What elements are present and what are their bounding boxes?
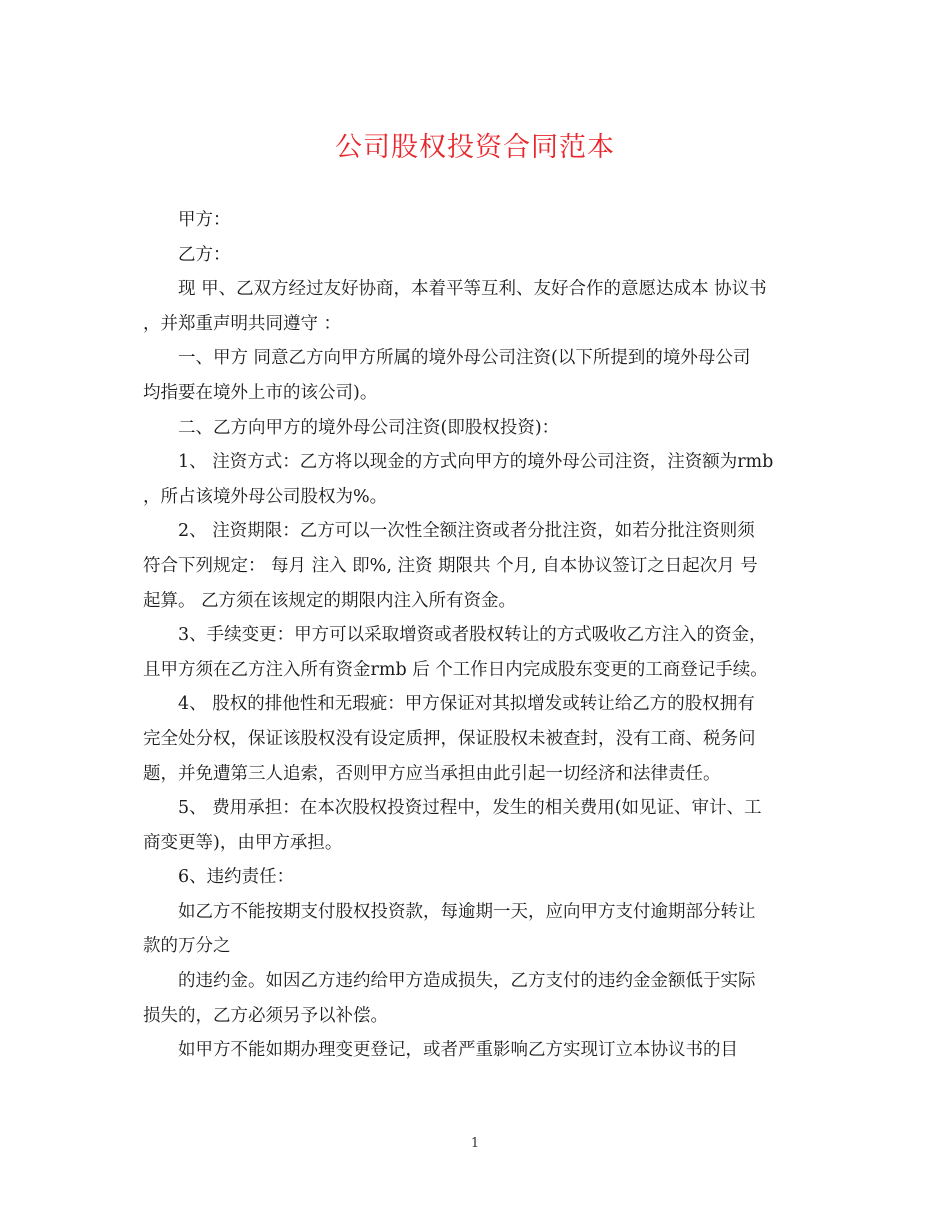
preamble-paragraph xyxy=(143,272,803,341)
text-line: 起算。 乙方须在该规定的期限内注入所有资金。 xyxy=(143,590,517,611)
text-line: 1、 注资方式：乙方将以现金的方式向甲方的境外母公司注资，注资额为rmb xyxy=(178,452,774,473)
text-line: ，并郑重声明共同遵守 ： xyxy=(143,313,342,334)
text-line: 甲方： xyxy=(178,210,231,230)
penalty-paragraph xyxy=(143,964,803,1033)
text-line: 均指要在境外上市的该公司)。 xyxy=(143,382,378,403)
clause-1-paragraph xyxy=(143,341,803,410)
document-title: 公司股权投资合同范本 xyxy=(335,132,615,163)
text-line: 的违约金。如因乙方违约给甲方造成损失，乙方支付的违约金金额低于实际 xyxy=(178,971,756,992)
item-2-paragraph xyxy=(143,514,803,618)
text-line: 款的万分之 xyxy=(143,936,231,957)
party-b-line xyxy=(143,238,803,273)
document-body xyxy=(143,203,803,1068)
text-line: 现 甲、乙双方经过友好协商，本着平等互利、友好合作的意愿达成本 协议书 xyxy=(178,279,767,300)
text-line: ，所占该境外母公司股权为%。 xyxy=(143,486,388,507)
text-line: 5、 费用承担：在本次股权投资过程中，发生的相关费用(如见证、审计、工 xyxy=(178,798,762,819)
text-line: 一、甲方 同意乙方向甲方所属的境外母公司注资(以下所提到的境外母公司 xyxy=(178,348,751,369)
page-number: 1 xyxy=(470,1136,480,1151)
breach-a-paragraph xyxy=(143,1033,803,1068)
text-line: 4、 股权的排他性和无瑕疵：甲方保证对其拟增发或转让给乙方的股权拥有 xyxy=(178,694,755,715)
text-line: 如乙方不能按期支付股权投资款，每逾期一天，应向甲方支付逾期部分转让 xyxy=(178,901,756,922)
text-line: 商变更等)，由甲方承担。 xyxy=(143,832,343,853)
item-1-paragraph xyxy=(143,445,803,514)
item-5-paragraph xyxy=(143,791,803,860)
party-a-line xyxy=(143,203,803,238)
text-line: 且甲方须在乙方注入所有资金rmb 后 个工作日内完成股东变更的工商登记手续。 xyxy=(143,659,768,680)
text-line: 题，并免遭第三人追索，否则甲方应当承担由此引起一切经济和法律责任。 xyxy=(143,763,721,784)
text-line: 乙方： xyxy=(178,244,231,265)
text-line: 二、乙方向甲方的境外母公司注资(即股权投资)： xyxy=(178,417,560,438)
clause-2-heading xyxy=(143,411,803,446)
text-line: 完全处分权，保证该股权没有设定质押，保证股权未被查封，没有工商、税务问 xyxy=(143,728,756,749)
text-line: 6、违约责任： xyxy=(178,867,295,888)
text-line: 符合下列规定： 每月 注入 即%, 注资 期限共 个月, 自本协议签订之日起次月 号 xyxy=(143,555,758,576)
text-line: 损失的，乙方必须另予以补偿。 xyxy=(143,1005,388,1026)
text-line: 如甲方不能如期办理变更登记，或者严重影响乙方实现订立本协议书的目 xyxy=(178,1040,738,1061)
text-line: 2、 注资期限：乙方可以一次性全额注资或者分批注资，如若分批注资则须 xyxy=(178,521,755,542)
text-line: 3、手续变更：甲方可以采取增资或者股权转让的方式吸收乙方注入的资金， xyxy=(178,625,767,646)
breach-b-paragraph xyxy=(143,895,803,964)
item-3-paragraph xyxy=(143,618,803,687)
item-4-paragraph xyxy=(143,687,803,791)
item-6-heading xyxy=(143,860,803,895)
